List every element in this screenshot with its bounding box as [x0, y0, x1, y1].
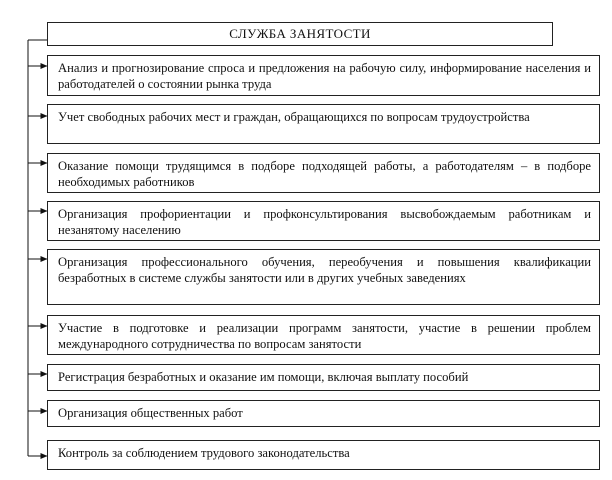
- function-box-9: Контроль за соблюдением трудового законодательства: [47, 440, 600, 470]
- function-box-6: Участие в подготовке и реализации программ занятости, участие в решении проблем международного сотрудничества по вопросам занятости: [47, 315, 600, 355]
- function-box-1: Анализ и прогнозирование спроса и предложения на рабочую силу, информирование населения и работодателей о состоянии рынка труда: [47, 55, 600, 96]
- function-box-3: Оказание помощи трудящимся в подборе подходящей работы, а работодателям – в подборе необходимых работников: [47, 153, 600, 193]
- diagram-title: СЛУЖБА ЗАНЯТОСТИ: [47, 22, 553, 46]
- function-box-2: Учет свободных рабочих мест и граждан, обращающихся по вопросам трудоустройства: [47, 104, 600, 144]
- function-box-7: Регистрация безработных и оказание им помощи, включая выплату пособий: [47, 364, 600, 391]
- function-box-4: Организация профориентации и профконсультирования высвобождаемым работникам и незанятому населению: [47, 201, 600, 241]
- function-box-8: Организация общественных работ: [47, 400, 600, 427]
- function-box-5: Организация профессионального обучения, переобучения и повышения квалификации безработных в системе службы занятости или в других учебных заведениях: [47, 249, 600, 305]
